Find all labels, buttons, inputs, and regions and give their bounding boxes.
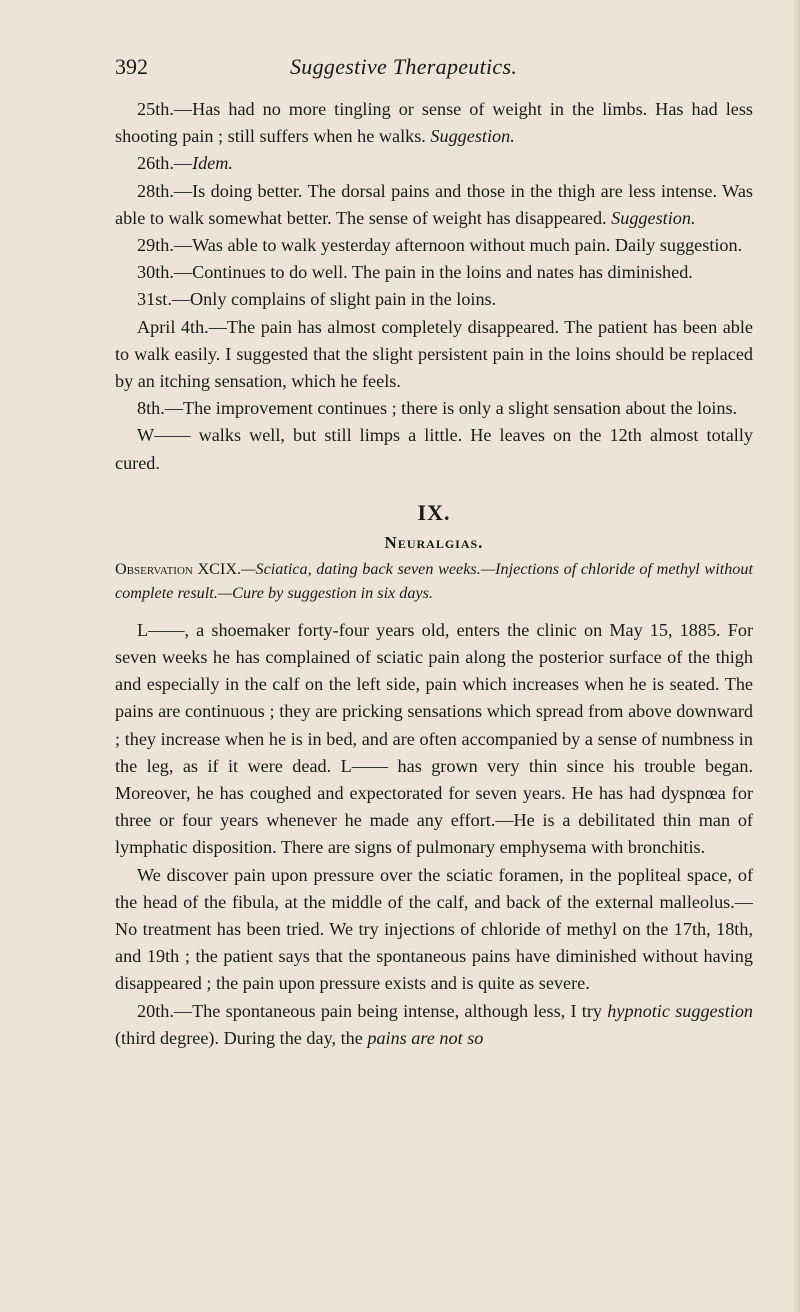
paragraph-28th: 28th.—Is doing better. The dorsal pains and those in the thigh are less intense. Was able to walk somewhat better. The sense of weight has disappeared. Suggestion. xyxy=(115,180,753,228)
paragraph-w-walks: W—— walks well, but still limps a little. He leaves on the 12th almost totally cured. xyxy=(115,425,753,473)
paragraph-examination: We discover pain upon pressure over the sciatic foramen, in the popliteal space, of the head of the fibula, at the middle of the calf, and back of the external malleolus.—No treatment has been tried. We try injections of chloride of methyl on the 17th, 18th, and 19th ; the patient says that the spontaneous pains have diminished without having disappeared ; the pain upon pressure exists and is quite as severe. xyxy=(115,864,753,994)
paragraph-20th: 20th.—The spontaneous pain being intense, although less, I try hypnotic suggestion (third degree). During the day, the pains are not so xyxy=(115,1000,754,1048)
section-number: IX. xyxy=(417,499,451,525)
observation-heading xyxy=(115,557,753,605)
page-edge-shadow xyxy=(792,0,800,1312)
page-header xyxy=(115,52,753,96)
page-number: 392 xyxy=(115,54,148,79)
body-text-bottom xyxy=(115,617,753,1052)
paragraph-29th: 29th.—Was able to walk yesterday afternoon without much pain. Daily suggestion. xyxy=(137,235,743,256)
text-block xyxy=(115,52,753,1052)
observation-summary: —Sciatica, dating back seven weeks.—Injections of chloride of methyl without complete result.—Cure by suggestion in six days. xyxy=(115,559,753,602)
paragraph-31st: 31st.—Only complains of slight pain in the loins. xyxy=(137,289,497,310)
paragraph-26th: 26th.—Idem. xyxy=(137,153,233,174)
body-text-top xyxy=(115,96,753,477)
paragraph-30th: 30th.—Continues to do well. The pain in the loins and nates has diminished. xyxy=(137,262,693,283)
paragraph-april-4th: April 4th.—The pain has almost completely disappeared. The patient has been able to walk easily. I suggested that the slight persistent pain in the loins should be replaced by an itching sensation, which he feels. xyxy=(115,316,753,392)
running-title: Suggestive Therapeutics. xyxy=(290,54,518,79)
section-gap xyxy=(115,477,753,499)
paragraph-8th: 8th.—The improvement continues ; there is only a slight sensation about the loins. xyxy=(137,398,738,419)
section-title: Neuralgias. xyxy=(384,532,484,552)
paragraph-case-history: L——, a shoemaker forty-four years old, enters the clinic on May 15, 1885. For seven weeks he has complained of sciatic pain along the posterior surface of the thigh and especially in the calf on the left side, pain which increases when he is seated. The pains are continuous ; they are pricking sensations which spread from above downward ; they increase when he is in bed, and are often accompanied by a sense of numbness in the leg, as if it were dead. L—— has grown very thin since his trouble began. Moreover, he has coughed and expectorated for seven years. He has had dyspnœa for three or four years whenever he made any effort.—He is a debilitated thin man of lymphatic disposition. There are signs of pulmonary emphysema with bronchitis. xyxy=(115,619,753,858)
observation-label: Observation XCIX. xyxy=(115,559,242,578)
spacer xyxy=(115,477,753,499)
paragraph-25th: 25th.—Has had no more tingling or sense of weight in the limbs. Has had less shooting pain ; still suffers when he walks. Suggestion. xyxy=(115,99,753,147)
